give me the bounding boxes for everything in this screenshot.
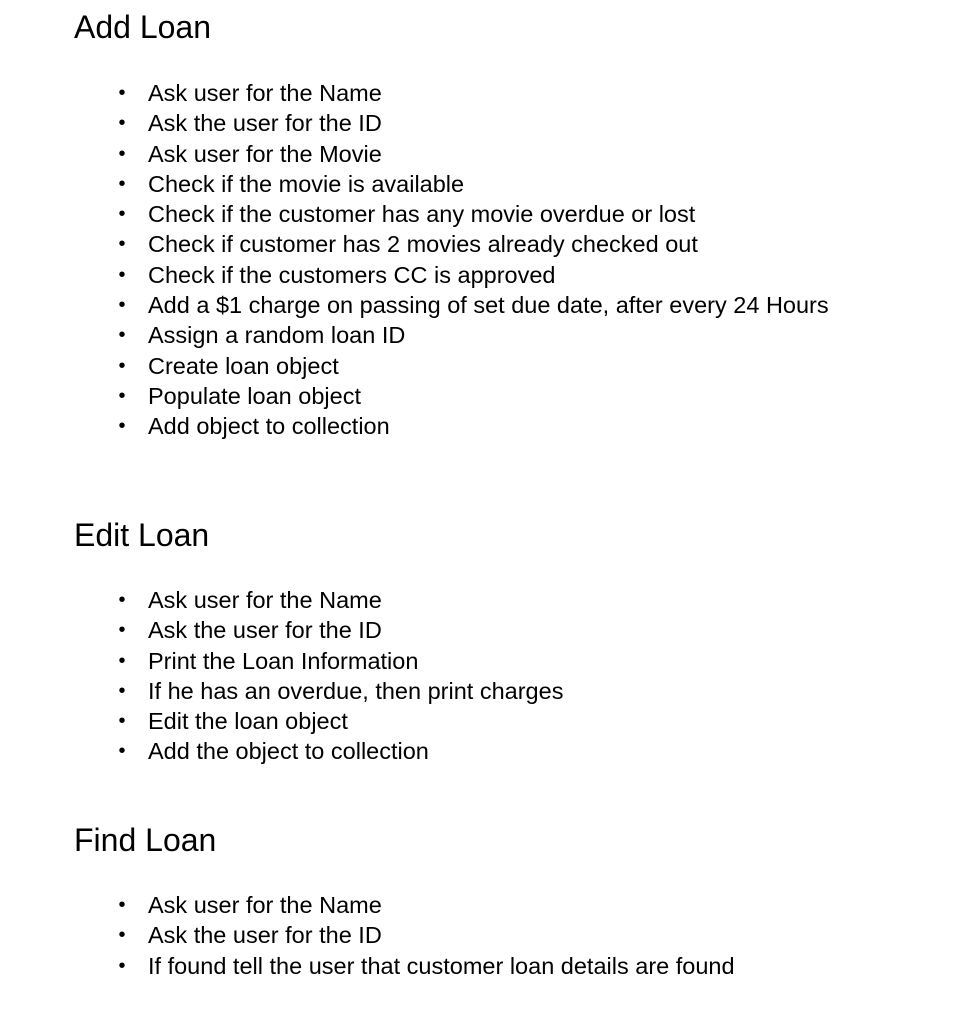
bullet-icon: •: [118, 619, 126, 642]
list-item-text: Create loan object: [148, 352, 339, 379]
list-item-text: Add a $1 charge on passing of set due date, after every 24 Hours: [148, 292, 829, 319]
add-loan-heading: Add Loan: [74, 9, 212, 45]
list-item: [74, 229, 954, 259]
bullet-icon: •: [118, 324, 126, 347]
find-loan-heading: Find Loan: [74, 822, 217, 858]
list-item: [74, 615, 954, 645]
list-item: [74, 646, 954, 676]
bullet-icon: •: [118, 679, 126, 702]
bullet-icon: •: [118, 172, 126, 195]
list-item-text: Check if customer has 2 movies already checked out: [148, 231, 698, 258]
bullet-icon: •: [118, 263, 126, 286]
bullet-icon: •: [118, 384, 126, 407]
list-item-text: Assign a random loan ID: [148, 322, 406, 349]
bullet-icon: •: [118, 415, 126, 438]
bullet-icon: •: [118, 710, 126, 733]
bullet-icon: •: [118, 924, 126, 947]
list-item: [74, 290, 954, 320]
list-item-text: Ask user for the Name: [148, 587, 382, 613]
bullet-icon: •: [118, 82, 126, 104]
list-item-text: If found tell the user that customer loan details are found: [148, 952, 735, 979]
list-item: [74, 108, 954, 138]
bullet-icon: •: [118, 203, 126, 226]
list-item-text: Ask user for the Name: [148, 80, 382, 106]
list-item-text: Ask user for the Name: [148, 892, 382, 918]
list-item-text: Check if the customer has any movie overdue or lost: [148, 201, 696, 228]
list-item-text: Ask user for the Movie: [148, 140, 382, 167]
list-item-text: If he has an overdue, then print charges: [148, 677, 564, 704]
bullet-icon: •: [118, 233, 126, 256]
bullet-icon: •: [118, 894, 126, 916]
list-item: [74, 676, 954, 706]
list-item: [74, 706, 954, 736]
list-item-text: Ask the user for the ID: [148, 922, 382, 949]
edit-loan-heading: Edit Loan: [74, 517, 210, 553]
bullet-icon: •: [118, 112, 126, 135]
list-item: [74, 920, 954, 950]
list-item: [74, 890, 954, 920]
list-item: [74, 736, 954, 766]
list-item: [74, 260, 954, 290]
list-item: [74, 139, 954, 169]
list-item-text: Populate loan object: [148, 382, 361, 409]
list-item: [74, 78, 954, 108]
list-item-text: Check if the movie is available: [148, 170, 465, 197]
bullet-icon: •: [118, 954, 126, 977]
list-item-text: Ask the user for the ID: [148, 110, 382, 137]
list-item: [74, 381, 954, 411]
edit-loan-list: [74, 585, 954, 767]
bullet-icon: •: [118, 294, 126, 317]
edit-loan-section: [74, 517, 954, 767]
list-item: [74, 585, 954, 615]
list-item-text: Add the object to collection: [148, 738, 429, 765]
list-item: [74, 351, 954, 381]
list-item: [74, 411, 954, 441]
bullet-icon: •: [118, 589, 126, 611]
bullet-icon: •: [118, 142, 126, 165]
list-item-text: Edit the loan object: [148, 708, 348, 735]
add-loan-list: [74, 78, 954, 442]
find-loan-section: [74, 822, 954, 981]
list-item-text: Print the Loan Information: [148, 647, 419, 674]
list-item: [74, 199, 954, 229]
bullet-icon: •: [118, 740, 126, 763]
list-item-text: Add object to collection: [148, 413, 390, 440]
add-loan-section: [74, 9, 954, 442]
list-item-text: Check if the customers CC is approved: [148, 261, 556, 288]
list-item-text: Ask the user for the ID: [148, 617, 382, 644]
list-item: [74, 320, 954, 350]
list-item: [74, 951, 954, 981]
bullet-icon: •: [118, 649, 126, 672]
find-loan-list: [74, 890, 954, 981]
list-item: [74, 169, 954, 199]
bullet-icon: •: [118, 354, 126, 377]
